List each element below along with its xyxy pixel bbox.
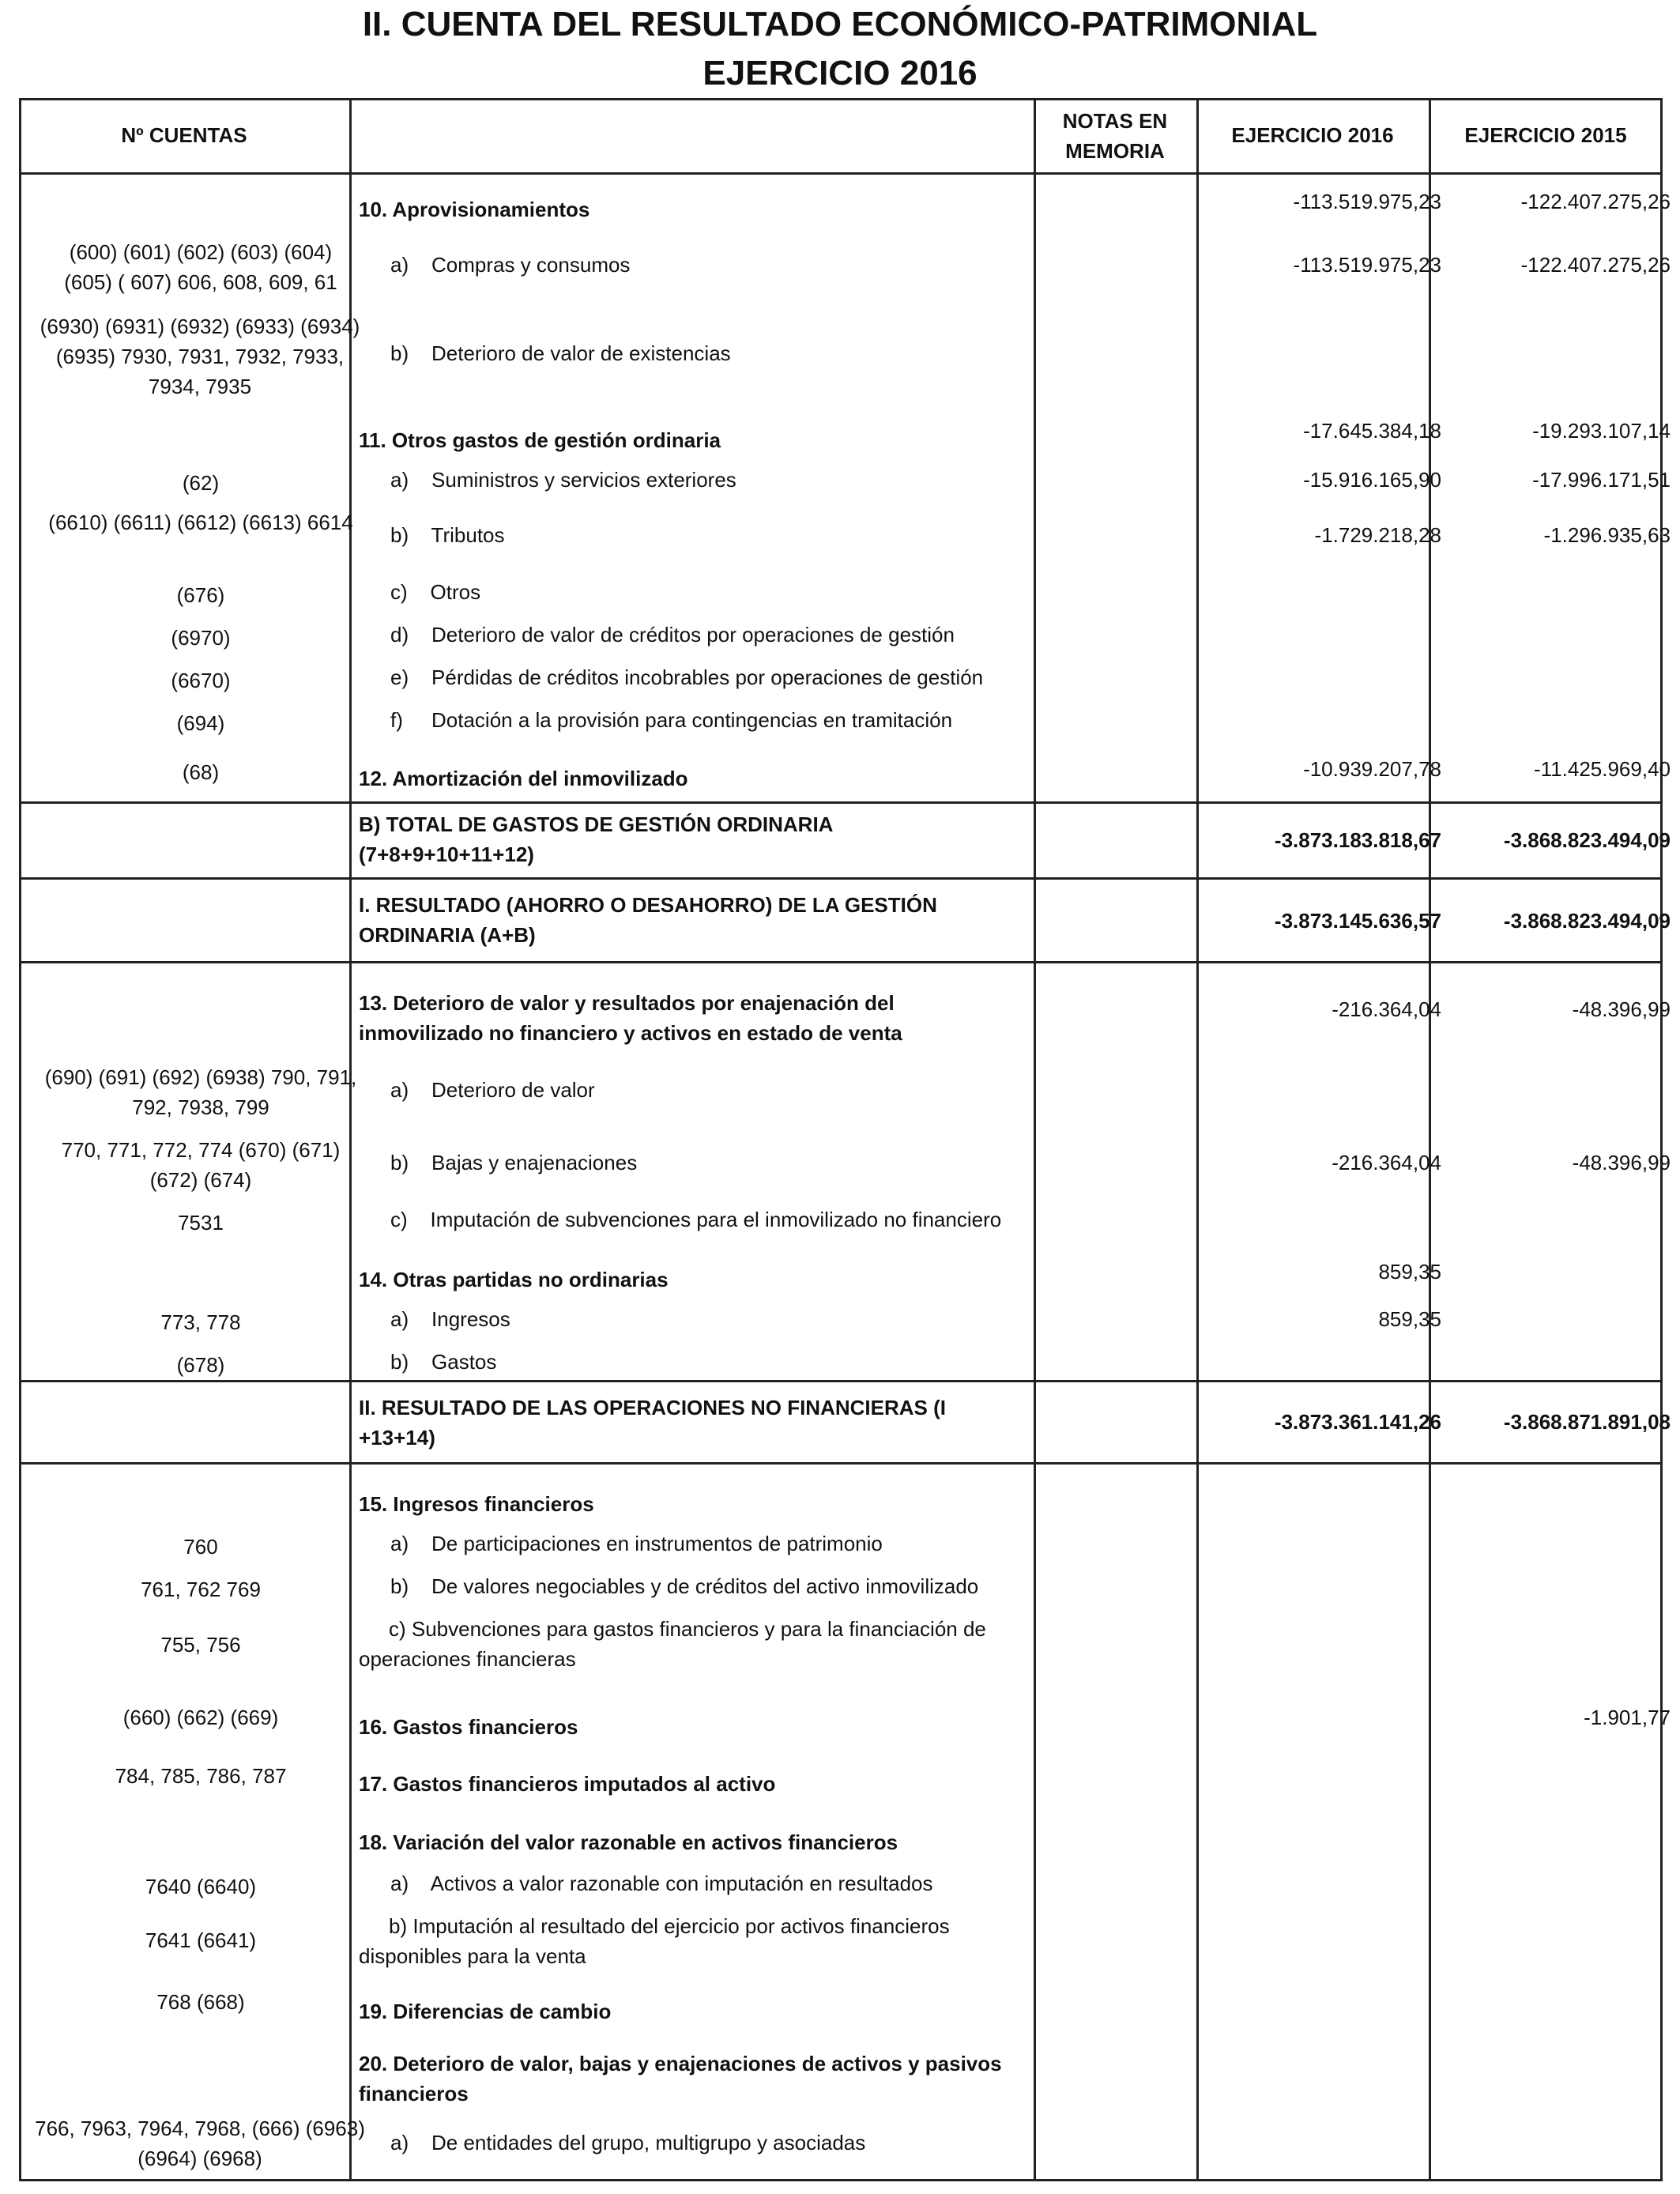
row-label: 11. Otros gastos de gestión ordinaria <box>359 428 721 452</box>
row-label: 17. Gastos financieros imputados al activo <box>359 1772 776 1796</box>
row-account: 755, 756 <box>160 1633 241 1657</box>
row-account: 760 <box>183 1535 218 1559</box>
row-value-2015: -3.868.823.494,09 <box>1503 909 1671 933</box>
row-account: (6670) <box>171 669 231 692</box>
row-account: 7640 (6640) <box>145 1875 257 1898</box>
header-notas-line2: MEMORIA <box>1065 139 1165 163</box>
row-value-2016: -113.519.975,23 <box>1293 190 1441 213</box>
row-value-2016: -216.364,04 <box>1332 1151 1441 1174</box>
row-value-2015: -3.868.823.494,09 <box>1503 828 1671 852</box>
row-label: II. RESULTADO DE LAS OPERACIONES NO FINANCIERAS (I +13+14) <box>359 1396 946 1449</box>
row-label: f) Dotación a la provisión para contingencias en tramitación <box>390 708 953 732</box>
row-label: b) Gastos <box>390 1350 497 1374</box>
header-ejercicio-2015: EJERCICIO 2015 <box>1464 123 1627 147</box>
row-label: b) Tributos <box>390 523 505 547</box>
header-cuentas: Nº CUENTAS <box>121 123 247 147</box>
page-subtitle: EJERCICIO 2016 <box>703 54 977 92</box>
row-label: b) Bajas y enajenaciones <box>390 1151 638 1174</box>
row-account: 773, 778 <box>160 1310 241 1334</box>
row-label: a) Suministros y servicios exteriores <box>390 468 736 492</box>
row-value-2015: -11.425.969,40 <box>1534 757 1671 781</box>
row-label: 19. Diferencias de cambio <box>359 2000 612 2023</box>
row-value-2015: -48.396,99 <box>1572 1151 1671 1174</box>
row-account: (6610) (6611) (6612) (6613) 6614 <box>48 511 353 534</box>
row-account: 784, 785, 786, 787 <box>115 1764 287 1788</box>
row-label: e) Pérdidas de créditos incobrables por operaciones de gestión <box>390 665 984 689</box>
row-account: (600) (601) (602) (603) (604) (605) ( 607) 606, 608, 609, 61 <box>64 240 337 294</box>
row-label: a) Activos a valor razonable con imputación en resultados <box>390 1872 933 1895</box>
row-value-2016: -1.729.218,28 <box>1314 523 1441 547</box>
row-value-2016: -3.873.183.818,67 <box>1274 828 1441 852</box>
row-label: a) Compras y consumos <box>390 253 631 277</box>
row-account: (676) <box>176 583 225 607</box>
row-label: I. RESULTADO (AHORRO O DESAHORRO) DE LA GESTIÓN ORDINARIA (A+B) <box>359 893 937 947</box>
row-label: 10. Aprovisionamientos <box>359 198 590 221</box>
row-label: 12. Amortización del inmovilizado <box>359 767 688 790</box>
row-label: a) De participaciones en instrumentos de patrimonio <box>390 1532 883 1555</box>
row-account: 7531 <box>178 1211 224 1235</box>
row-account: (6970) <box>171 626 231 650</box>
row-label: b) Imputación al resultado del ejercicio por activos financieros disponibles para la venta <box>359 1914 950 1968</box>
row-account: (660) (662) (669) <box>122 1706 279 1729</box>
row-label: c) Imputación de subvenciones para el inmovilizado no financiero <box>390 1208 1002 1231</box>
row-value-2015: -122.407.275,26 <box>1520 190 1671 213</box>
row-value-2016: -113.519.975,23 <box>1293 253 1441 277</box>
row-label: d) Deterioro de valor de créditos por operaciones de gestión <box>390 623 955 647</box>
row-account: (68) <box>182 760 220 784</box>
row-value-2015: -19.293.107,14 <box>1532 419 1671 443</box>
row-value-2016: -3.873.361.141,26 <box>1274 1410 1441 1434</box>
row-value-2016: -15.916.165,90 <box>1303 468 1441 492</box>
row-value-2016: 859,35 <box>1378 1307 1441 1331</box>
row-label: b) De valores negociables y de créditos del activo inmovilizado <box>390 1574 979 1598</box>
row-account: 770, 771, 772, 774 (670) (671) (672) (674) <box>61 1138 341 1192</box>
row-account: (694) <box>176 711 225 735</box>
row-account: 768 (668) <box>156 1990 245 2014</box>
row-value-2015: -17.996.171,51 <box>1532 468 1671 492</box>
row-label: 15. Ingresos financieros <box>359 1492 594 1516</box>
row-label: 18. Variación del valor razonable en activos financieros <box>359 1830 898 1854</box>
page-title: II. CUENTA DEL RESULTADO ECONÓMICO-PATRIMONIAL <box>362 5 1318 43</box>
header-notas-line1: NOTAS EN <box>1062 109 1168 133</box>
header-ejercicio-2016: EJERCICIO 2016 <box>1231 123 1394 147</box>
row-value-2016: -3.873.145.636,57 <box>1274 909 1441 933</box>
row-label: 20. Deterioro de valor, bajas y enajenaciones de activos y pasivos financieros <box>359 2052 1002 2105</box>
row-value-2015: -3.868.871.891,08 <box>1503 1410 1671 1434</box>
row-label: 13. Deterioro de valor y resultados por enajenación del inmovilizado no financiero y activos en estado de venta <box>359 991 902 1045</box>
row-account: (62) <box>182 471 220 495</box>
row-label: 14. Otras partidas no ordinarias <box>359 1268 669 1291</box>
row-label: a) Ingresos <box>390 1307 510 1331</box>
row-account: (690) (691) (692) (6938) 790, 791, 792, 7938, 799 <box>44 1065 357 1119</box>
row-label: b) Deterioro de valor de existencias <box>390 341 731 365</box>
row-account: (6930) (6931) (6932) (6933) (6934) (6935) 7930, 7931, 7932, 7933, 7934, 7935 <box>40 315 360 398</box>
row-label: c) Otros <box>390 580 481 604</box>
row-label: 16. Gastos financieros <box>359 1715 578 1739</box>
row-label: a) Deterioro de valor <box>390 1078 595 1102</box>
row-value-2015: -122.407.275,26 <box>1520 253 1671 277</box>
row-value-2016: -216.364,04 <box>1332 997 1441 1021</box>
row-value-2016: -17.645.384,18 <box>1303 419 1441 443</box>
row-value-2015: -48.396,99 <box>1572 997 1671 1021</box>
row-account: (678) <box>176 1353 225 1377</box>
results-table <box>19 98 1671 2181</box>
row-value-2015: -1.296.935,63 <box>1543 523 1671 547</box>
row-value-2016: 859,35 <box>1378 1260 1441 1284</box>
row-value-2015: -1.901,77 <box>1584 1706 1671 1729</box>
row-label: a) De entidades del grupo, multigrupo y asociadas <box>390 2131 866 2154</box>
row-label: B) TOTAL DE GASTOS DE GESTIÓN ORDINARIA (7+8+9+10+11+12) <box>359 812 833 866</box>
row-account: 766, 7963, 7964, 7968, (666) (6963) (6964) (6968) <box>35 2117 365 2170</box>
row-account: 7641 (6641) <box>145 1928 257 1952</box>
row-label: c) Subvenciones para gastos financieros y para la financiación de operaciones financieras <box>359 1617 986 1671</box>
row-account: 761, 762 769 <box>141 1578 261 1601</box>
row-value-2016: -10.939.207,78 <box>1303 757 1441 781</box>
